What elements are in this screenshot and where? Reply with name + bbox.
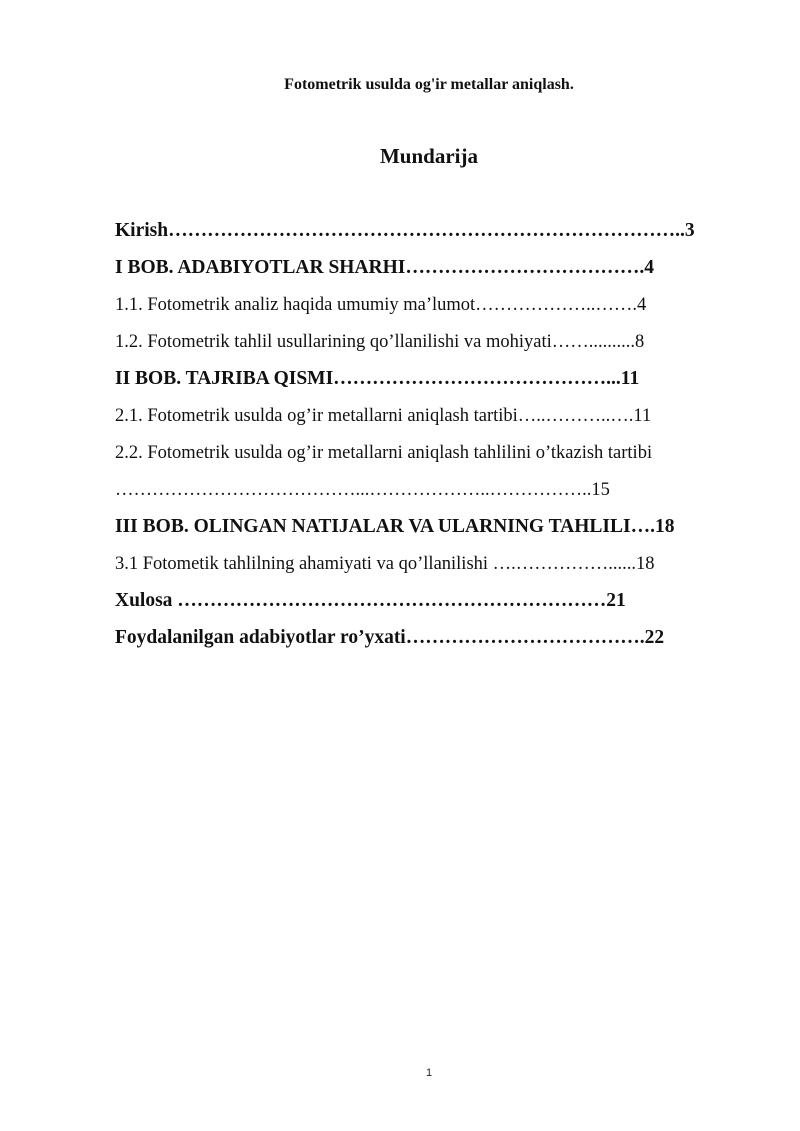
toc-entry-introduction: Kirish……………………………………………………………………..3 — [115, 220, 695, 241]
toc-heading: Mundarija — [379, 144, 478, 168]
toc-entry-chapter-2: II BOB. TAJRIBA QISMI……………………………………...11 — [115, 368, 640, 389]
toc-entry-section-1-2: 1.2. Fotometrik tahlil usullarining qo’llanilishi va mohiyati……..........8 — [115, 332, 645, 352]
toc-entry-section-2-2-leader: …………………………………...………………..……………..15 — [115, 480, 610, 500]
toc-entry-references: Foydalanilgan adabiyotlar ro’yxati……………………………….22 — [115, 627, 665, 648]
document-title: Fotometrik usulda og'ir metallar aniqlash. — [284, 76, 574, 93]
table-of-contents — [115, 218, 745, 662]
toc-entry-conclusion: Xulosa …………………………………………………………21 — [115, 590, 626, 611]
toc-entry-section-1-1: 1.1. Fotometrik analiz haqida umumiy ma’lumot………………..…….4 — [115, 295, 647, 315]
page-number: 1 — [425, 1067, 433, 1079]
toc-entry-section-2-2: 2.2. Fotometrik usulda og’ir metallarni aniqlash tahlilini o’tkazish tartibi — [115, 443, 653, 463]
toc-entry-chapter-1: I BOB. ADABIYOTLAR SHARHI……………………………….4 — [115, 257, 655, 278]
toc-entry-section-2-1: 2.1. Fotometrik usulda og’ir metallarni aniqlash tartibi…..………..….11 — [115, 406, 652, 426]
toc-entry-chapter-3: III BOB. OLINGAN NATIJALAR VA ULARNING TAHLILI….18 — [115, 516, 675, 537]
toc-entry-section-3-1: 3.1 Fotometik tahlilning ahamiyati va qo’llanilishi ….……………......18 — [115, 554, 655, 574]
